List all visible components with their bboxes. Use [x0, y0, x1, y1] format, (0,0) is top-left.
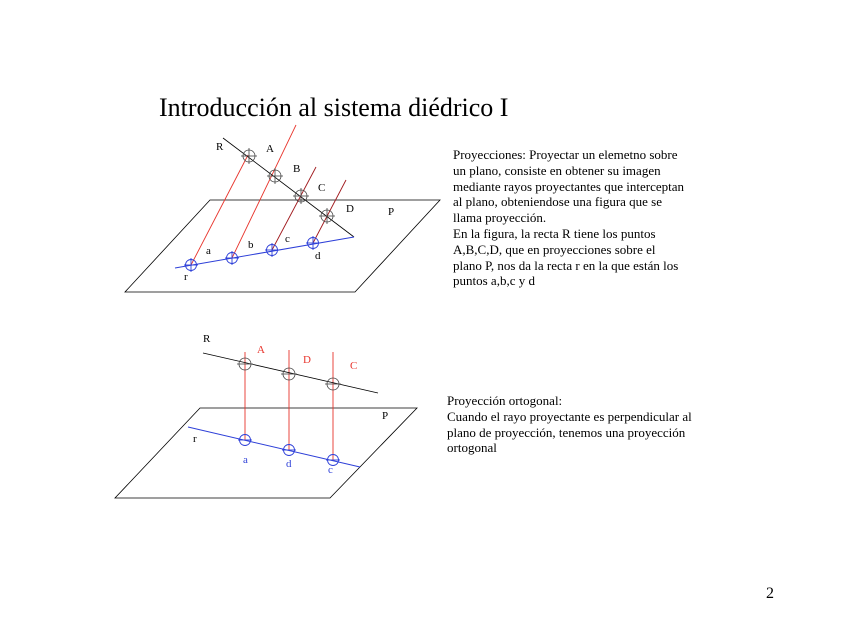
desc-line: plano P, nos da la recta r en la que están los [453, 257, 679, 273]
point-D [319, 208, 335, 224]
label-c: c [285, 233, 290, 245]
label-c-2: c [328, 464, 333, 476]
projection-description [453, 147, 684, 289]
label-a-2: a [243, 454, 248, 466]
label-A: A [266, 143, 274, 155]
desc-line: Cuando el rayo proyectante es perpendicular al [447, 408, 692, 424]
desc-line: un plano, consiste en obtener su imagen [453, 162, 661, 178]
label-P: P [388, 206, 395, 218]
desc-line: puntos a,b,c y d [453, 273, 535, 289]
desc-line: al plano, obteniendose una figura que se [453, 194, 663, 210]
line-r-proj [175, 237, 354, 268]
desc-line: mediante rayos proyectantes que interceptan [453, 178, 685, 194]
label-P-2: P [382, 410, 389, 422]
point-d [306, 236, 320, 250]
plane-p-2 [115, 408, 417, 498]
label-R-2: R [203, 333, 211, 345]
label-A-2: A [257, 344, 265, 356]
line-r-upper-2 [203, 353, 378, 393]
label-r-2: r [193, 433, 197, 445]
label-D-2: D [303, 354, 311, 366]
figure-1 [125, 125, 440, 292]
desc-line: llama proyección. [453, 210, 547, 226]
desc-line: En la figura, la recta R tiene los puntos [453, 225, 656, 241]
desc-line: ortogonal [447, 440, 497, 456]
ray-c [272, 167, 316, 250]
desc-line: A,B,C,D, que en proyecciones sobre el [453, 241, 656, 257]
label-D: D [346, 203, 354, 215]
point-a [184, 258, 198, 272]
page-title: Introducción al sistema diédrico I [159, 93, 509, 122]
label-B: B [293, 163, 301, 175]
label-a: a [206, 245, 211, 257]
label-R: R [216, 141, 224, 153]
page-number: 2 [766, 585, 774, 602]
desc-line: Proyección ortogonal: [447, 393, 563, 408]
line-r-upper [223, 138, 354, 237]
point-b [225, 251, 239, 265]
label-d-2: d [286, 458, 292, 470]
line-r-proj-2 [188, 427, 360, 467]
label-d: d [315, 250, 321, 262]
label-C: C [318, 182, 326, 194]
ray-a [191, 155, 248, 265]
point-c [265, 243, 279, 257]
orthogonal-description [447, 393, 692, 456]
figure-2 [115, 333, 417, 498]
label-r: r [184, 271, 188, 283]
desc-line: Proyecciones: Proyectar un elemetno sobre [453, 147, 678, 162]
label-b: b [248, 239, 254, 251]
desc-line: plano de proyección, tenemos una proyección [447, 424, 686, 440]
label-C-2: C [350, 360, 358, 372]
